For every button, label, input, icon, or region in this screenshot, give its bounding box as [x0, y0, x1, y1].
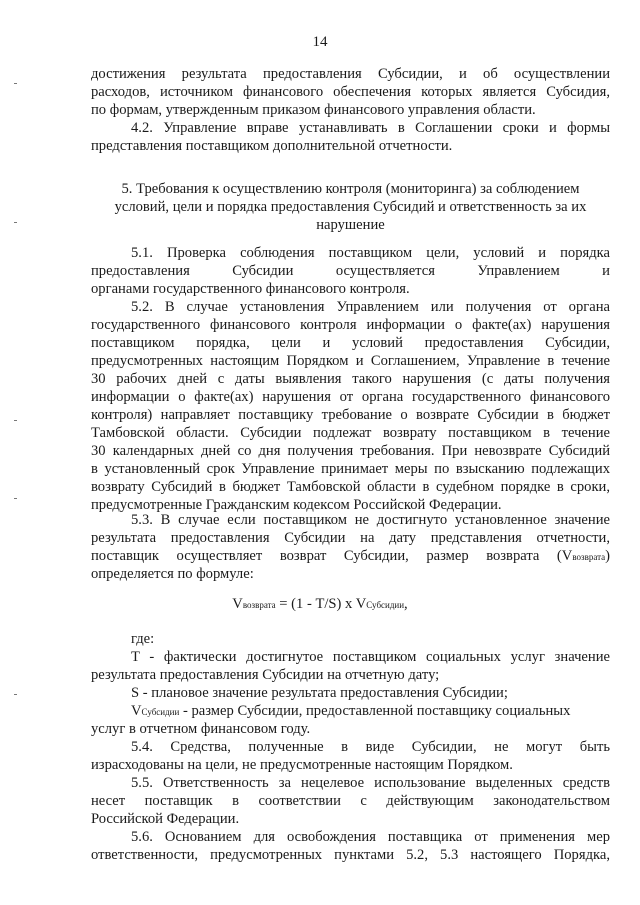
page-number: 14	[312, 34, 328, 50]
paragraph-5-5-line: несет поставщик в соответствии с действующим законодательством	[91, 793, 610, 809]
paragraph-5-2-line: 30 рабочих дней с даты выявления такого нарушения (с даты получения	[91, 371, 610, 387]
text-line: достижения результата предоставления Субсидии, и об осуществлении	[91, 66, 610, 82]
paragraph-5-3-line: результата предоставления Субсидии на дату представления отчетности,	[91, 530, 610, 546]
paragraph-5-5-line: Российской Федерации.	[91, 811, 240, 827]
paragraph-4-2-line: 4.2. Управление вправе устанавливать в Соглашении сроки и формы	[131, 120, 610, 136]
paragraph-5-2-line: поставщиком порядка, цели и условий предоставления Субсидии,	[91, 335, 610, 351]
paragraph-5-2-line: государственного финансового контроля информации о факте(ах) нарушения	[91, 317, 610, 333]
scan-mark	[14, 694, 17, 695]
t-definition: результата предоставления Субсидии на отчетную дату;	[91, 667, 440, 683]
t-definition: T - фактически достигнутое поставщиком социальных услуг значение	[131, 649, 610, 665]
paragraph-5-1-line: органами государственного финансового контроля.	[91, 281, 410, 297]
text-line: расходов, источником финансового обеспечения которых является Субсидия,	[91, 84, 610, 100]
scan-mark	[14, 222, 17, 223]
paragraph-5-6-line: ответственности, предусмотренных пунктами 5.2, 5.3 настоящего Порядка,	[91, 847, 610, 863]
section-heading: нарушение	[316, 217, 385, 233]
v-definition: услуг в отчетном финансовом году.	[91, 721, 311, 737]
paragraph-5-2-line: в установленный срок Управление принимает меры по взысканию подлежащих	[91, 461, 610, 477]
paragraph-5-2-line: контроля) направляет поставщику требование о возврате Субсидии в бюджет	[91, 407, 610, 423]
paragraph-5-3-line: 5.3. В случае если поставщиком не достигнуто установленное значение	[131, 512, 610, 528]
section-heading: условий, цели и порядка предоставления Субсидий и ответственность за их	[114, 199, 587, 215]
paragraph-5-2-line: информации о факте(ах) нарушения от органа государственного финансового	[91, 389, 610, 405]
paragraph-5-2-line: возврату Субсидий в бюджет Тамбовской области в судебном порядке в сроки,	[91, 479, 610, 495]
paragraph-5-3-line: определяется по формуле:	[91, 566, 254, 582]
return-formula: Vвозврата = (1 - T/S) x VСубсидии,	[232, 596, 408, 612]
paragraph-5-1-line: предоставления Субсидии осуществляется Управлением и	[91, 263, 610, 279]
paragraph-5-6-line: 5.6. Основанием для освобождения поставщика от применения мер	[131, 829, 610, 845]
paragraph-5-5-line: 5.5. Ответственность за нецелевое использование выделенных средств	[131, 775, 610, 791]
paragraph-5-4-line: 5.4. Средства, полученные в виде Субсидии, не могут быть	[131, 739, 610, 755]
section-heading: 5. Требования к осуществлению контроля (мониторинга) за соблюдением	[121, 181, 580, 197]
text-line: по формам, утвержденным приказом финансового управления области.	[91, 102, 536, 118]
paragraph-5-1-line: 5.1. Проверка соблюдения поставщиком цели, условий и порядка	[131, 245, 610, 261]
s-definition: S - плановое значение результата предоставления Субсидии;	[131, 685, 508, 701]
paragraph-5-2-line: предусмотренные Гражданским кодексом Российской Федерации.	[91, 497, 502, 513]
paragraph-4-2-line: представления поставщиком дополнительной отчетности.	[91, 138, 453, 154]
paragraph-5-2-line: Тамбовской области. Субсидии подлежат возврату поставщиком в течение	[91, 425, 610, 441]
scan-mark	[14, 498, 17, 499]
scan-mark	[14, 420, 17, 421]
where-label: где:	[131, 631, 155, 647]
paragraph-5-2-line: предусмотренных настоящим Порядком и Соглашением, Управление в течение	[91, 353, 610, 369]
paragraph-5-3-line: поставщик осуществляет возврат Субсидии, размер возврата (Vвозврата)	[91, 548, 610, 564]
paragraph-5-2-line: 30 календарных дней со дня получения требования. При невозврате Субсидий	[91, 443, 610, 459]
paragraph-5-4-line: израсходованы на цели, не предусмотренные настоящим Порядком.	[91, 757, 513, 773]
paragraph-5-2-line: 5.2. В случае установления Управлением или получения от органа	[131, 299, 610, 315]
scan-mark	[14, 83, 17, 84]
v-definition: VСубсидии - размер Субсидии, предоставленной поставщику социальных	[131, 703, 571, 719]
